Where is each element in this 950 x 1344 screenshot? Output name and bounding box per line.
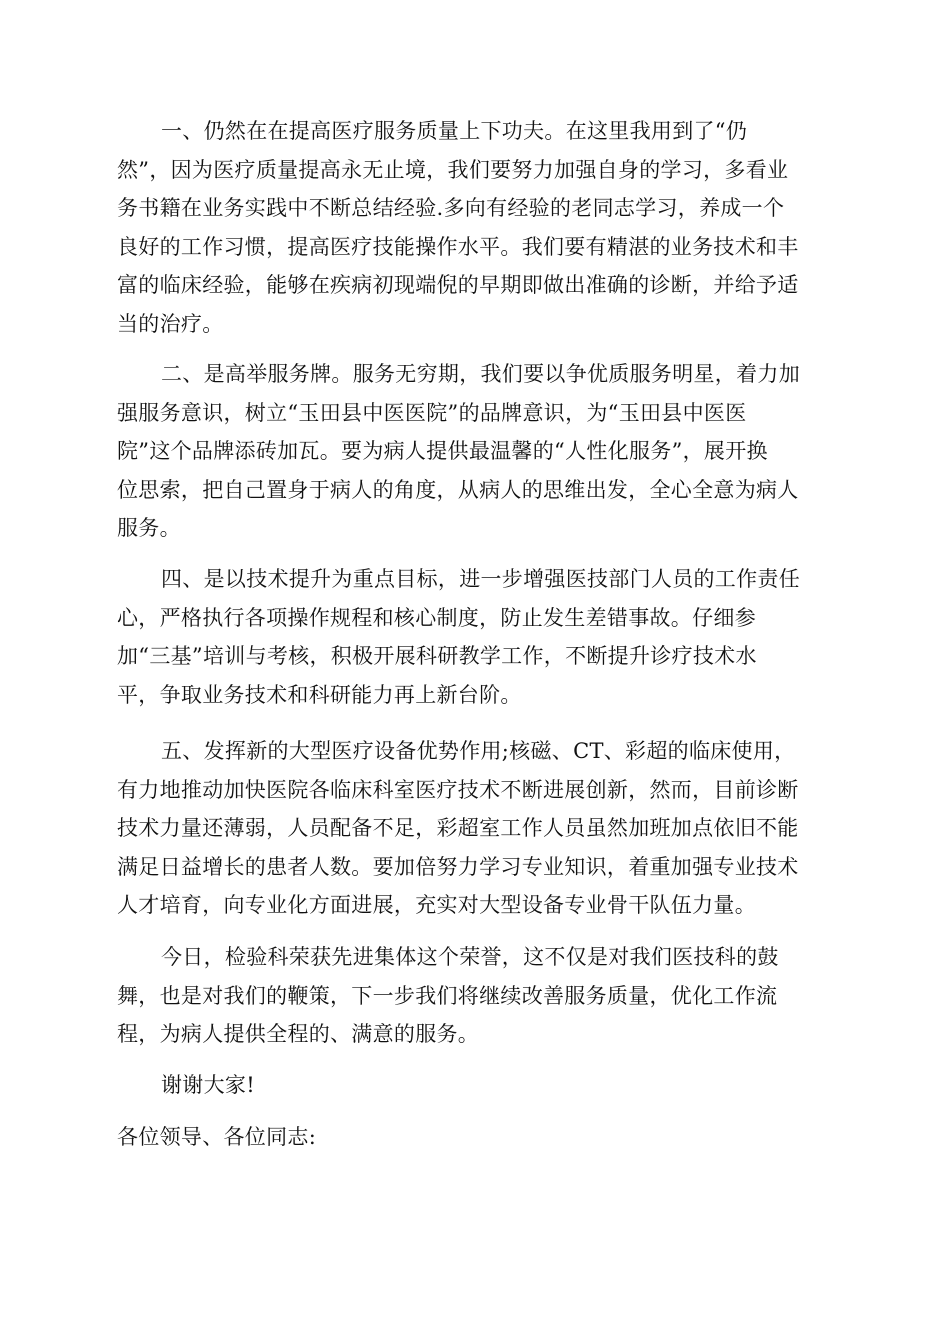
- text-line: 五、发挥新的大型医疗设备优势作用;核磁、CT、彩超的临床使用，: [161, 739, 796, 763]
- text-line: 技术力量还薄弱，人员配备不足，彩超室工作人员虽然加班加点依旧不能: [117, 816, 799, 841]
- text-line: 院”这个品牌添砖加瓦。要为病人提供最温馨的“人性化服务”，展开换: [117, 439, 768, 464]
- paragraph-thanks: [117, 1066, 837, 1105]
- text-line: 服务。: [117, 516, 181, 541]
- text-line: 舞，也是对我们的鞭策，下一步我们将继续改善服务质量，优化工作流: [117, 983, 778, 1008]
- paragraph-equipment: [117, 732, 837, 925]
- paragraph-technology: [117, 560, 837, 714]
- text-line: 今日，检验科荣获先进集体这个荣誉，这不仅是对我们医技科的鼓: [161, 945, 779, 969]
- text-line: 心，严格执行各项操作规程和核心制度，防止发生差错事故。仔细参: [117, 605, 756, 630]
- text-line: 然”，因为医疗质量提高永无止境，我们要努力加强自身的学习，多看业: [117, 157, 789, 182]
- text-line: 富的临床经验，能够在疾病初现端倪的早期即做出准确的诊断，并给予适: [117, 273, 799, 298]
- text-line: 位思索，把自己置身于病人的角度，从病人的思维出发，全心全意为病人: [117, 477, 799, 502]
- text-line: 程，为病人提供全程的、满意的服务。: [117, 1022, 480, 1047]
- text-line: 良好的工作习惯，提高医疗技能操作水平。我们要有精湛的业务技术和丰: [117, 234, 799, 259]
- text-line: 谢谢大家!: [161, 1073, 255, 1097]
- text-line: 人才培育，向专业化方面进展，充实对大型设备专业骨干队伍力量。: [117, 893, 756, 918]
- text-line: 当的治疗。: [117, 311, 224, 336]
- text-line: 加“三基”培训与考核，积极开展科研教学工作，不断提升诊疗技术水: [117, 644, 757, 669]
- paragraph-service-brand: [117, 355, 837, 548]
- text-line: 二、是高举服务牌。服务无穷期，我们要以争优质服务明星，着力加: [161, 362, 800, 386]
- text-line: 四、是以技术提升为重点目标，进一步增强医技部门人员的工作责任: [161, 567, 800, 591]
- paragraph-honor: [117, 938, 837, 1054]
- text-line: 一、仍然在在提高医疗服务质量上下功夫。在这里我用到了“仍: [161, 119, 748, 143]
- paragraph-salutation: [117, 1118, 837, 1157]
- text-line: 强服务意识，树立“玉田县中医医院”的品牌意识，为“玉田县中医医: [117, 400, 747, 425]
- text-line: 各位领导、各位同志:: [117, 1125, 317, 1149]
- text-line: 平，争取业务技术和科研能力再上新台阶。: [117, 682, 522, 707]
- paragraph-quality-improvement: [117, 112, 837, 344]
- text-line: 满足日益增长的患者人数。要加倍努力学习专业知识，着重加强专业技术: [117, 854, 799, 879]
- text-line: 务书籍在业务实践中不断总结经验.多向有经验的老同志学习，养成一个: [117, 196, 785, 221]
- text-line: 有力地推动加快医院各临床科室医疗技术不断进展创新，然而，目前诊断: [117, 777, 799, 802]
